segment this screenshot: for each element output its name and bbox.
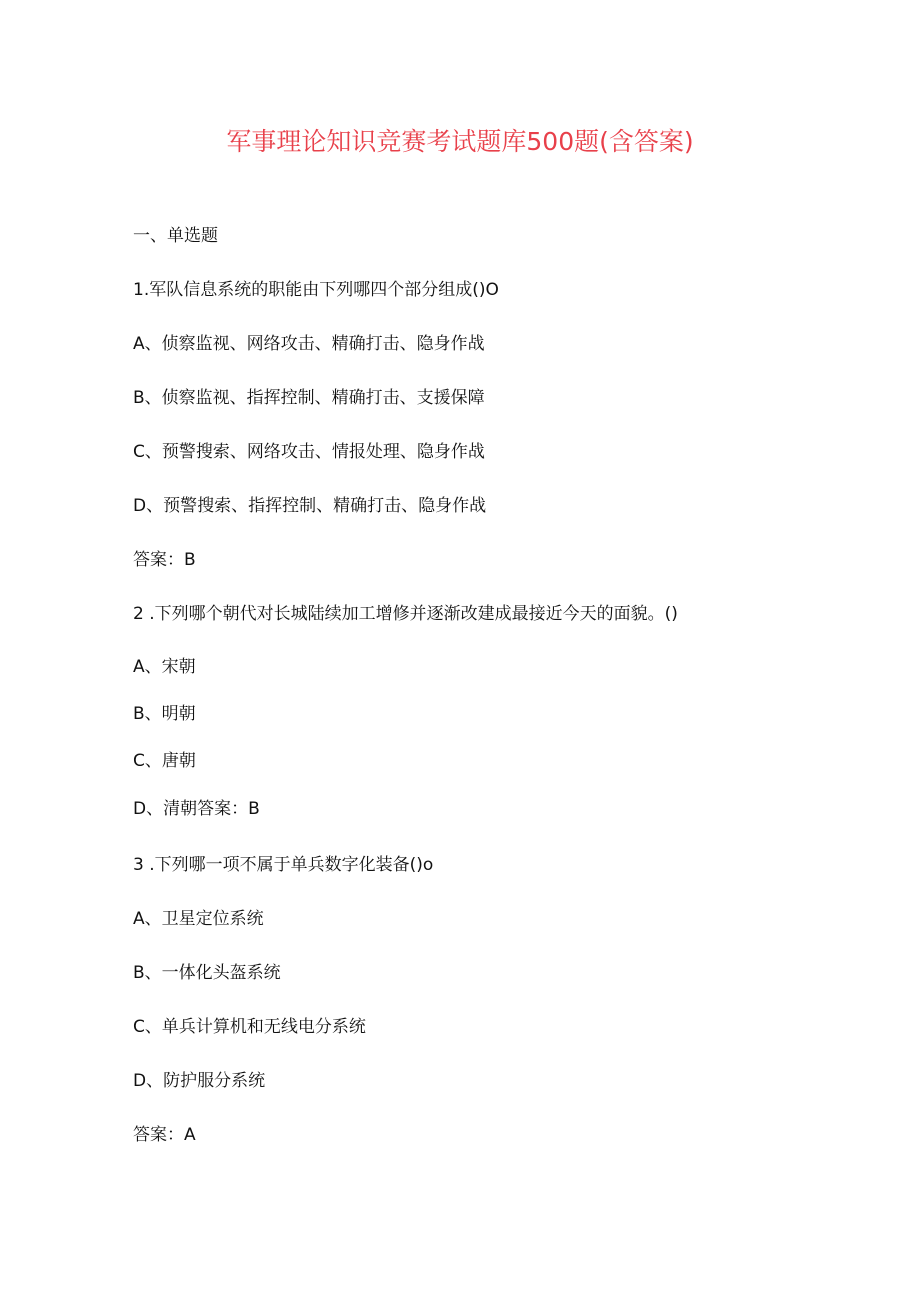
question-3-option-d: D、防护服分系统: [133, 1071, 266, 1091]
question-3-option-b: B、一体化头盔系统: [133, 963, 281, 983]
question-1-stem: 1.军队信息系统的职能由下列哪四个部分组成()O: [133, 280, 499, 300]
section-heading: 一、单选题: [133, 226, 218, 246]
question-3-option-c: C、单兵计算机和无线电分系统: [133, 1017, 366, 1037]
question-2-option-c: C、唐朝: [133, 751, 196, 771]
question-3-answer: 答案：A: [133, 1125, 196, 1145]
question-1-answer: 答案：B: [133, 550, 196, 570]
question-2-option-a: A、宋朝: [133, 657, 196, 677]
question-2-option-d-answer: D、清朝答案：B: [133, 799, 260, 819]
question-3-stem: 3 .下列哪一项不属于单兵数字化装备()o: [133, 855, 434, 875]
question-1-option-d: D、预警搜索、指挥控制、精确打击、隐身作战: [133, 496, 487, 516]
question-2-option-b: B、明朝: [133, 704, 196, 724]
question-1-option-c: C、预警搜索、网络攻击、情报处理、隐身作战: [133, 442, 485, 462]
document-title: 军事理论知识竞赛考试题库500题(含答案): [226, 127, 694, 156]
question-3-option-a: A、卫星定位系统: [133, 909, 264, 929]
question-1-option-a: A、侦察监视、网络攻击、精确打击、隐身作战: [133, 334, 485, 354]
question-1-option-b: B、侦察监视、指挥控制、精确打击、支援保障: [133, 388, 485, 408]
question-2-stem: 2 .下列哪个朝代对长城陆续加工增修并逐渐改建成最接近今天的面貌。(): [133, 604, 678, 624]
